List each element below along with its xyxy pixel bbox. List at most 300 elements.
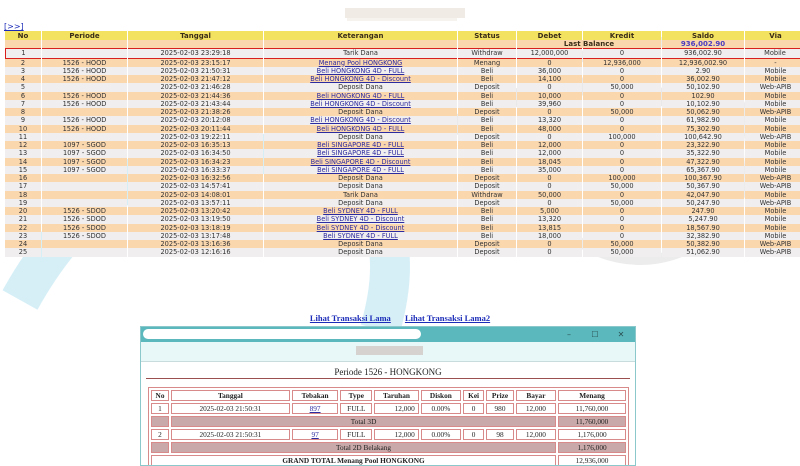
table-row [5,182,800,190]
detail-tebakan [292,429,339,440]
cell-no: 13 [5,149,41,157]
cell-status: Beli [458,158,516,166]
cell-no: 22 [5,224,41,232]
cell-debet: 12,000 [517,149,582,157]
cell-keterangan: Deposit Dana [264,199,457,207]
cell-debet: 0 [517,248,582,256]
cell-via: Mobile [745,207,800,215]
cell-keterangan [264,224,457,232]
cell-no: 3 [5,67,41,75]
detail-tanggal: 2025-02-03 21:50:31 [171,403,290,414]
cell-tanggal: 2025-02-03 13:17:48 [128,232,263,240]
col-header-kredit: Kredit [583,31,661,40]
cell-saldo: 65,367.90 [662,166,744,174]
cell-status: Beli [458,207,516,215]
grand-total-label: GRAND TOTAL Menang Pool HONGKONG [151,455,556,466]
view-old-transactions-2-link[interactable]: Lihat Transaksi Lama2 [404,313,491,323]
cell-tanggal: 2025-02-03 23:29:18 [128,48,263,58]
detail-col-type: Type [340,390,372,401]
cell-saldo: 2.90 [662,67,744,75]
cell-keterangan [264,67,457,75]
cell-via: Web-APIB [745,133,800,141]
cell-periode: 1526 - HOOD [42,125,127,133]
cell-tanggal: 2025-02-03 20:12:08 [128,116,263,124]
col-header-keterangan: Keterangan [264,31,457,40]
cell-periode [42,133,127,141]
cell-via: Mobile [745,224,800,232]
cell-periode [42,174,127,182]
cell-periode: 1526 - HOOD [42,67,127,75]
cell-kredit: 0 [583,215,661,223]
cell-status: Deposit [458,108,516,116]
tebakan-link[interactable]: 897 [309,404,321,413]
detail-menang: 1,176,000 [558,429,626,440]
cell-status: Deposit [458,133,516,141]
detail-col-menang: Menang [558,390,626,401]
cell-saldo: 50,382.90 [662,240,744,248]
table-row [5,116,800,124]
cell-saldo: 50,247.90 [662,199,744,207]
cell-keterangan [264,75,457,83]
footer-links [0,313,800,323]
cell-via: Web-APIB [745,174,800,182]
cell-via: Mobile [745,75,800,83]
table-row [5,83,800,91]
cell-via: Web-APIB [745,83,800,91]
transaction-detail-link[interactable]: Beli SYDNEY 4D - FULL [323,207,398,215]
cell-periode: 1097 - SGOD [42,158,127,166]
cell-no: 2 [5,59,41,67]
detail-col-bayar: Bayar [516,390,556,401]
cell-periode: 1097 - SGOD [42,141,127,149]
cell-kredit: 0 [583,48,661,58]
cell-keterangan: Deposit Dana [264,182,457,190]
cell-no: 9 [5,116,41,124]
cell-status: Beli [458,75,516,83]
detail-bayar: 12,000 [516,429,556,440]
cell-debet: 0 [517,174,582,182]
detail-bayar: 12,000 [516,403,556,414]
cell-no: 6 [5,92,41,100]
cell-saldo: 18,567.90 [662,224,744,232]
cell-periode [42,248,127,256]
cell-no: 17 [5,182,41,190]
cell-saldo: 51,062.90 [662,248,744,256]
cell-keterangan [264,215,457,223]
cell-status: Beli [458,149,516,157]
cell-periode: 1097 - SGOD [42,149,127,157]
cell-kredit: 0 [583,116,661,124]
redacted-subbanner [347,18,457,21]
cell-via: Mobile [745,232,800,240]
cell-kredit: 0 [583,166,661,174]
cell-debet: 48,000 [517,125,582,133]
cell-no: 16 [5,174,41,182]
cell-via: Mobile [745,100,800,108]
cell-keterangan [264,100,457,108]
cell-saldo: 936,002.90 [662,48,744,58]
cell-debet: 50,000 [517,191,582,199]
cell-kredit: 50,000 [583,199,661,207]
cell-debet: 0 [517,108,582,116]
table-row [5,166,800,174]
cell-via: Mobile [745,92,800,100]
transaction-detail-link[interactable]: Beli HONGKONG 4D - FULL [316,91,405,100]
cell-keterangan: Tarik Dana [264,48,457,58]
detail-no: 2 [151,429,169,440]
detail-col-prize: Prize [486,390,514,401]
transaction-detail-link[interactable]: Beli SINGAPORE 4D - FULL [317,141,404,149]
cell-debet: 0 [517,83,582,91]
popup-toolbar [141,342,635,362]
detail-col-diskon: Diskon [421,390,461,401]
cell-saldo: 47,322.90 [662,158,744,166]
cell-tanggal: 2025-02-03 13:57:11 [128,199,263,207]
cell-status: Deposit [458,182,516,190]
cell-periode: 1526 - SDOD [42,215,127,223]
cell-no: 10 [5,125,41,133]
cell-via: Web-APIB [745,108,800,116]
cell-via: Web-APIB [745,248,800,256]
table-row [5,67,800,75]
table-row [5,59,800,67]
cell-kredit: 0 [583,149,661,157]
detail-row [151,429,626,440]
transaction-detail-link[interactable]: Beli HONGKONG 4D - Discount [310,75,411,83]
table-row [5,215,800,223]
expand-toggle-link[interactable]: [>>] [4,22,24,31]
cell-saldo: 100,642.90 [662,133,744,141]
close-button[interactable]: ✕ [617,330,625,339]
table-row [5,191,800,199]
table-row [5,240,800,248]
cell-no: 20 [5,207,41,215]
cell-keterangan: Deposit Dana [264,108,457,116]
tebakan-link[interactable]: 97 [311,430,319,439]
cell-status: Deposit [458,240,516,248]
cell-saldo: 32,382.90 [662,232,744,240]
table-row [5,141,800,149]
cell-kredit: 0 [583,224,661,232]
subtotal-row [151,442,626,453]
cell-via: Mobile [745,158,800,166]
cell-no: 12 [5,141,41,149]
cell-kredit: 50,000 [583,182,661,190]
cell-keterangan: Deposit Dana [264,83,457,91]
cell-kredit: 50,000 [583,248,661,256]
cell-debet: 0 [517,240,582,248]
cell-tanggal: 2025-02-03 16:34:23 [128,158,263,166]
cell-kredit: 50,000 [583,108,661,116]
cell-kredit: 0 [583,125,661,133]
redacted-banner [345,8,465,18]
cell-periode [42,182,127,190]
cell-saldo: 42,047.90 [662,191,744,199]
subtotal-label: Total 2D Belakang [171,442,556,453]
popup-titlebar[interactable] [141,327,635,342]
transaction-detail-link[interactable]: Beli HONGKONG 4D - Discount [310,99,411,108]
cell-periode: 1526 - HOOD [42,116,127,124]
transaction-detail-link[interactable]: Beli HONGKONG 4D - FULL [316,66,405,75]
detail-kei: 0 [463,403,484,414]
col-header-no: No [5,31,41,40]
detail-tanggal: 2025-02-03 21:50:31 [171,429,290,440]
cell-tanggal: 2025-02-03 16:35:13 [128,141,263,149]
cell-no: 23 [5,232,41,240]
detail-no: 1 [151,403,169,414]
cell-status: Beli [458,92,516,100]
cell-via: - [745,59,800,67]
cell-status: Menang [458,59,516,67]
cell-tanggal: 2025-02-03 21:43:44 [128,100,263,108]
cell-tanggal: 2025-02-03 19:22:11 [128,133,263,141]
cell-tanggal: 2025-02-03 13:16:36 [128,240,263,248]
cell-keterangan: Deposit Dana [264,133,457,141]
transaction-detail-link[interactable]: Beli HONGKONG 4D - FULL [316,124,405,133]
col-header-periode: Periode [42,31,127,40]
cell-via: Web-APIB [745,240,800,248]
cell-keterangan: Deposit Dana [264,248,457,256]
cell-status: Withdraw [458,48,516,58]
detail-kei: 0 [463,429,484,440]
cell-debet: 39,960 [517,100,582,108]
detail-taruhan: 12,000 [374,429,419,440]
detail-col-kei: Kei [463,390,484,401]
subtotal-value: 1,176,000 [558,442,626,453]
cell-kredit: 0 [583,158,661,166]
transaction-detail-link[interactable]: Beli SINGAPORE 4D - Discount [310,157,411,166]
cell-saldo: 61,982.90 [662,116,744,124]
cell-via: Mobile [745,166,800,174]
cell-kredit: 0 [583,75,661,83]
cell-periode: 1526 - HOOD [42,92,127,100]
detail-col-taruhan: Taruhan [374,390,419,401]
redacted-popup-label [356,346,423,355]
table-row [5,125,800,133]
table-row [5,174,800,182]
title-divider [146,378,630,379]
cell-kredit: 0 [583,67,661,75]
detail-diskon: 0.00% [421,403,461,414]
cell-tanggal: 2025-02-03 21:47:12 [128,75,263,83]
cell-no: 19 [5,199,41,207]
cell-keterangan [264,232,457,240]
cell-saldo: 23,322.90 [662,141,744,149]
cell-debet: 12,000,000 [517,48,582,58]
detail-col-tanggal: Tanggal [171,390,290,401]
cell-saldo: 10,102.90 [662,100,744,108]
cell-via: Mobile [745,191,800,199]
subtotal-label: Total 3D [171,416,556,427]
cell-tanggal: 2025-02-03 23:15:17 [128,59,263,67]
detail-popup-window [140,326,636,466]
cell-keterangan [264,125,457,133]
cell-no: 4 [5,75,41,83]
cell-debet: 18,000 [517,232,582,240]
cell-status: Deposit [458,83,516,91]
grand-total-row [151,455,626,466]
cell-saldo: 5,247.90 [662,215,744,223]
cell-keterangan [264,92,457,100]
cell-debet: 0 [517,59,582,67]
transaction-detail-link[interactable]: Beli SINGAPORE 4D - FULL [317,149,404,158]
cell-kredit: 100,000 [583,174,661,182]
cell-status: Withdraw [458,191,516,199]
cell-debet: 5,000 [517,207,582,215]
cell-keterangan [264,116,457,124]
cell-periode: 1526 - HOOD [42,100,127,108]
cell-status: Beli [458,67,516,75]
table-row [5,199,800,207]
cell-tanggal: 2025-02-03 21:50:31 [128,67,263,75]
cell-saldo: 100,367.90 [662,174,744,182]
cell-no: 7 [5,100,41,108]
cell-keterangan: Deposit Dana [264,174,457,182]
table-row [5,224,800,232]
table-row [5,149,800,157]
cell-periode [42,108,127,116]
popup-period-title: Periode 1526 - HONGKONG [334,367,442,377]
cell-keterangan [264,149,457,157]
cell-keterangan: Tarik Dana [264,191,457,199]
cell-saldo: 36,002.90 [662,75,744,83]
cell-kredit: 100,000 [583,133,661,141]
cell-status: Beli [458,224,516,232]
cell-tanggal: 2025-02-03 21:46:28 [128,83,263,91]
subtotal-value: 11,760,000 [558,416,626,427]
detail-tebakan [292,403,339,414]
cell-periode: 1097 - SGOD [42,166,127,174]
cell-via: Web-APIB [745,182,800,190]
cell-status: Deposit [458,248,516,256]
cell-periode [42,191,127,199]
cell-debet: 14,100 [517,75,582,83]
cell-periode: 1526 - HOOD [42,59,127,67]
cell-periode: 1526 - SDOD [42,207,127,215]
view-old-transactions-link[interactable]: Lihat Transaksi Lama [309,313,391,323]
cell-tanggal: 2025-02-03 20:11:44 [128,125,263,133]
cell-debet: 35,000 [517,166,582,174]
cell-status: Beli [458,166,516,174]
cell-via: Web-APIB [745,199,800,207]
cell-no: 5 [5,83,41,91]
last-balance-value: 936,002.90 [662,40,744,48]
cell-no: 15 [5,166,41,174]
cell-status: Beli [458,125,516,133]
cell-keterangan [264,59,457,67]
cell-no: 11 [5,133,41,141]
transaction-detail-link[interactable]: Beli SYDNEY 4D - FULL [323,231,398,240]
transaction-detail-link[interactable]: Beli SYDNEY 4D - Discount [316,223,405,232]
cell-tanggal: 2025-02-03 21:38:26 [128,108,263,116]
cell-via: Mobile [745,125,800,133]
cell-saldo: 75,302.90 [662,125,744,133]
cell-tanggal: 2025-02-03 16:33:37 [128,166,263,174]
last-balance-label: Last Balance [517,40,661,48]
cell-saldo: 102.90 [662,92,744,100]
cell-status: Beli [458,215,516,223]
transaction-detail-link[interactable]: Beli SYDNEY 4D - Discount [316,215,405,224]
cell-debet: 12,000 [517,141,582,149]
cell-via: Mobile [745,48,800,58]
cell-periode [42,83,127,91]
popup-address-bar[interactable] [143,329,421,339]
table-row [5,75,800,83]
table-row [5,248,800,256]
minimize-button[interactable]: – [567,330,571,339]
cell-periode: 1526 - SDOD [42,232,127,240]
cell-saldo: 12,936,002.90 [662,59,744,67]
cell-kredit: 0 [583,191,661,199]
cell-via: Mobile [745,215,800,223]
cell-periode [42,199,127,207]
cell-status: Deposit [458,199,516,207]
cell-status: Beli [458,116,516,124]
cell-no: 1 [5,48,41,58]
table-header-row [5,31,800,40]
cell-debet: 10,000 [517,92,582,100]
cell-via: Mobile [745,116,800,124]
cell-tanggal: 2025-02-03 13:20:42 [128,207,263,215]
maximize-button[interactable]: ☐ [591,330,599,339]
cell-keterangan [264,158,457,166]
cell-kredit: 0 [583,92,661,100]
table-row [5,108,800,116]
transaction-detail-link[interactable]: Menang Pool HONGKONG [318,58,403,67]
cell-periode [42,48,127,58]
cell-kredit: 0 [583,100,661,108]
cell-saldo: 50,102.90 [662,83,744,91]
cell-saldo: 50,062.90 [662,108,744,116]
cell-status: Beli [458,232,516,240]
detail-col-no: No [151,390,169,401]
transaction-detail-link[interactable]: Beli HONGKONG 4D - Discount [310,116,411,125]
cell-status: Beli [458,141,516,149]
cell-no: 14 [5,158,41,166]
cell-debet: 13,815 [517,224,582,232]
cell-saldo: 50,367.90 [662,182,744,190]
table-row-highlighted [5,48,800,58]
cell-periode: 1526 - HOOD [42,75,127,83]
detail-type: FULL [340,429,372,440]
grand-total-value: 12,936,000 [558,455,626,466]
col-header-status: Status [458,31,516,40]
cell-keterangan [264,141,457,149]
cell-via: Mobile [745,149,800,157]
transaction-detail-link[interactable]: Beli SINGAPORE 4D - FULL [317,165,404,174]
transaction-table [4,31,800,257]
table-row [5,207,800,215]
cell-debet: 13,320 [517,215,582,223]
cell-no: 18 [5,191,41,199]
cell-tanggal: 2025-02-03 13:19:50 [128,215,263,223]
cell-keterangan: Deposit Dana [264,240,457,248]
cell-tanggal: 2025-02-03 21:44:36 [128,92,263,100]
cell-saldo: 247.90 [662,207,744,215]
cell-tanggal: 2025-02-03 16:32:56 [128,174,263,182]
cell-kredit: 50,000 [583,83,661,91]
detail-col-tebakan: Tebakan [292,390,339,401]
table-row [5,92,800,100]
cell-status: Beli [458,100,516,108]
table-row [5,232,800,240]
cell-kredit: 12,936,000 [583,59,661,67]
col-header-via: Via [745,31,800,40]
detail-diskon: 0.00% [421,429,461,440]
cell-debet: 0 [517,133,582,141]
bet-detail-table [148,387,629,466]
cell-debet: 0 [517,182,582,190]
